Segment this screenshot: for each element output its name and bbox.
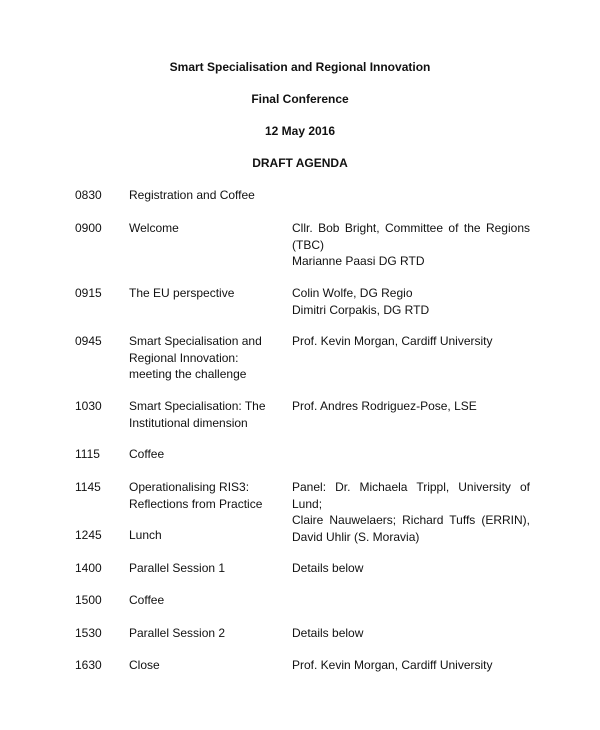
agenda-time: 0830 xyxy=(75,188,102,202)
agenda-speaker xyxy=(292,220,530,270)
agenda-item-line: Smart Specialisation: The xyxy=(129,399,266,413)
agenda-speaker-line: Dimitri Corpakis, DG RTD xyxy=(292,302,430,317)
agenda-item-line: Parallel Session 1 xyxy=(129,561,226,575)
agenda-time: 0915 xyxy=(75,286,102,300)
agenda-item xyxy=(129,560,269,577)
agenda-speaker-line: (TBC) xyxy=(292,237,324,252)
agenda-item xyxy=(129,479,269,512)
agenda-speaker xyxy=(292,657,530,674)
agenda-item-line: Operationalising RIS3: xyxy=(129,480,250,494)
agenda-speaker-line: Prof. Kevin Morgan, Cardiff University xyxy=(292,334,493,348)
document-subtitle: Final Conference xyxy=(251,92,349,106)
agenda-speaker xyxy=(292,560,530,577)
agenda-time: 1145 xyxy=(75,480,101,494)
agenda-speaker-line: David Uhlir (S. Moravia) xyxy=(292,529,420,544)
agenda-time: 1400 xyxy=(75,561,102,575)
agenda-item xyxy=(129,657,269,674)
agenda-item-line: Smart Specialisation and xyxy=(129,334,262,348)
agenda-speaker-line: Details below xyxy=(292,626,364,640)
agenda-speaker-line: Details below xyxy=(292,561,364,575)
agenda-item xyxy=(129,398,269,431)
agenda-item-line: Parallel Session 2 xyxy=(129,626,226,640)
agenda-item-line: Coffee xyxy=(129,447,165,461)
agenda-time: 1030 xyxy=(75,399,102,413)
agenda-speaker xyxy=(292,285,530,318)
agenda-item-line: meeting the challenge xyxy=(129,367,247,381)
agenda-item xyxy=(129,592,269,609)
agenda-item xyxy=(129,446,269,463)
agenda-time: 1245 xyxy=(75,528,102,542)
agenda-item-line: Registration and Coffee xyxy=(129,188,255,202)
agenda-time: 1630 xyxy=(75,658,102,672)
agenda-time: 0945 xyxy=(75,334,102,348)
agenda-speaker-line: Marianne Paasi DG RTD xyxy=(292,254,425,268)
agenda-item-line: Lunch xyxy=(129,528,162,542)
agenda-item xyxy=(129,285,269,302)
agenda-speaker xyxy=(292,333,530,350)
agenda-item-line: Close xyxy=(129,658,160,672)
agenda-item xyxy=(129,187,269,204)
agenda-item-line: Coffee xyxy=(129,593,165,607)
agenda-speaker-line: Panel: Dr. Michaela Trippl, University of Lund; xyxy=(292,480,530,511)
agenda-speaker xyxy=(292,625,530,642)
agenda-time: 1530 xyxy=(75,626,102,640)
agenda-item-line: Regional Innovation: xyxy=(129,350,239,365)
agenda-speaker xyxy=(292,398,530,415)
agenda-heading: DRAFT AGENDA xyxy=(252,156,348,170)
agenda-speaker-line: Prof. Andres Rodriguez-Pose, LSE xyxy=(292,399,477,413)
agenda-item-line: Institutional dimension xyxy=(129,415,248,430)
agenda-time: 0900 xyxy=(75,221,102,235)
agenda-item-line: The EU perspective xyxy=(129,286,235,300)
agenda-item xyxy=(129,625,269,642)
agenda-item xyxy=(129,333,269,383)
agenda-item xyxy=(129,220,269,237)
agenda-item-line: Welcome xyxy=(129,221,179,235)
agenda-time: 1500 xyxy=(75,593,102,607)
agenda-time: 1115 xyxy=(75,447,100,461)
agenda-speaker xyxy=(292,479,530,545)
agenda-item-line: Reflections from Practice xyxy=(129,496,263,511)
document-date: 12 May 2016 xyxy=(264,124,336,138)
agenda-item xyxy=(129,527,269,544)
agenda-speaker-line: Claire Nauwelaers; Richard Tuffs (ERRIN), xyxy=(292,513,530,527)
agenda-speaker-line: Colin Wolfe, DG Regio xyxy=(292,286,413,300)
agenda-speaker-line: Cllr. Bob Bright, Committee of the Regions xyxy=(292,221,530,235)
document-title: Smart Specialisation and Regional Innovation xyxy=(169,60,431,74)
agenda-speaker-line: Prof. Kevin Morgan, Cardiff University xyxy=(292,658,493,672)
